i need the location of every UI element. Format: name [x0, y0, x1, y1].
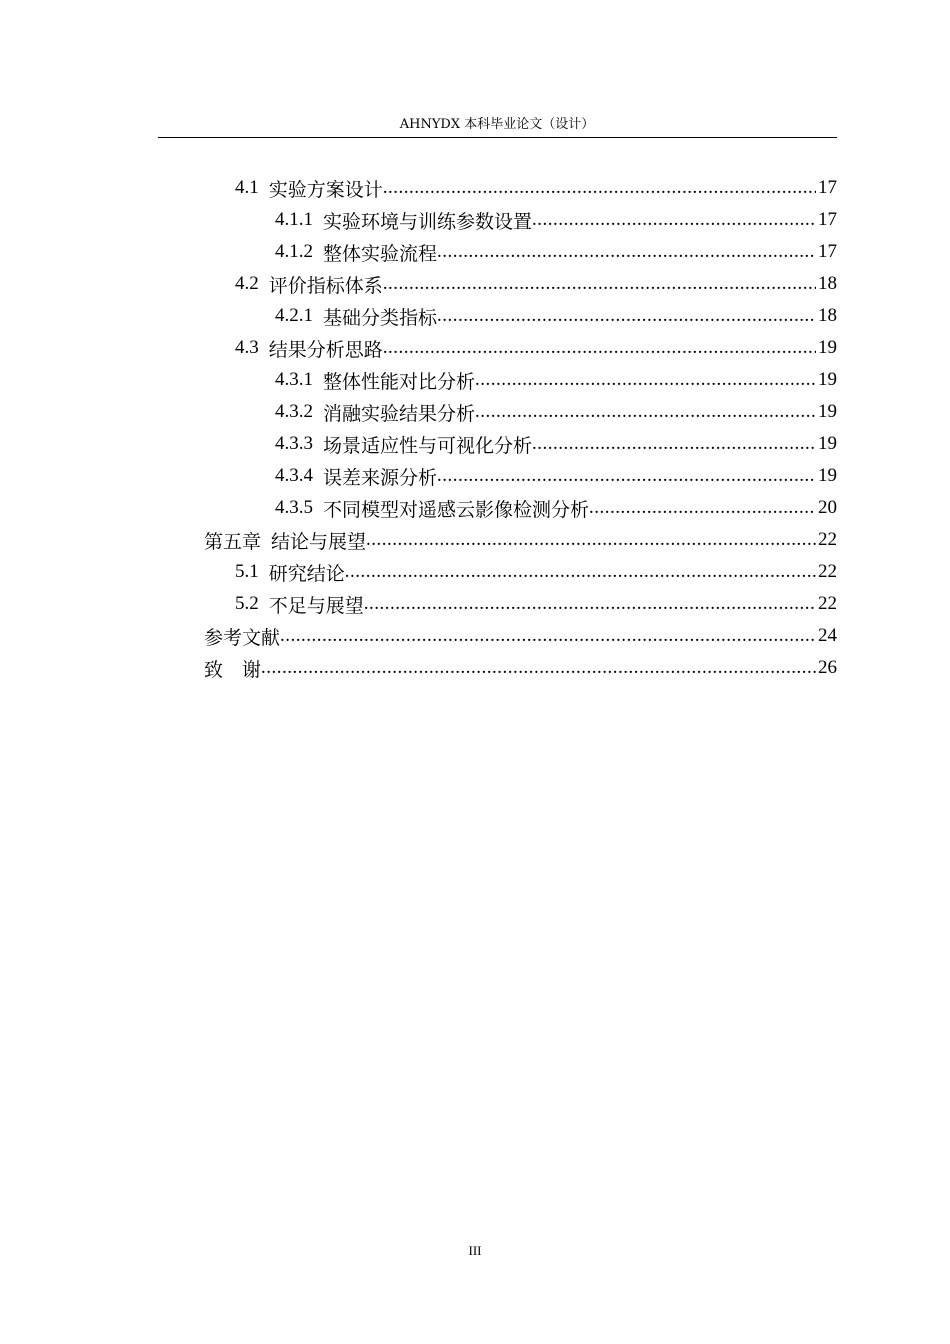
toc-dot-leader — [364, 593, 816, 615]
toc-entry-title: 结论与展望 — [271, 530, 367, 553]
toc-dot-leader — [475, 401, 816, 423]
toc-entry-page: 17 — [818, 209, 837, 230]
toc-dot-leader — [532, 209, 816, 231]
toc-entry-title: 不足与展望 — [268, 594, 364, 617]
toc-dot-leader — [532, 433, 816, 455]
toc-entry-title: 整体实验流程 — [323, 242, 438, 265]
header-rule — [158, 137, 837, 138]
toc-entry-page: 19 — [818, 433, 837, 454]
toc-entry-title: 评价指标体系 — [268, 274, 383, 297]
toc-entry[interactable] — [275, 301, 837, 331]
toc-entry-number: 4.3.2 — [275, 401, 313, 422]
toc-entry-number: 4.1 — [235, 177, 259, 198]
toc-entry-title: 误差来源分析 — [323, 466, 438, 489]
toc-dot-leader — [261, 657, 816, 679]
toc-entry-number: 第五章 — [204, 531, 262, 553]
page-number: III — [468, 1243, 482, 1258]
toc-entry-title: 场景适应性与可视化分析 — [323, 434, 533, 457]
toc-dot-leader — [437, 465, 816, 487]
toc-entry-page: 20 — [818, 497, 837, 518]
toc-entry-page: 19 — [818, 465, 837, 486]
toc-entry-page: 19 — [818, 369, 837, 390]
toc-entry-page: 19 — [818, 337, 837, 358]
toc-entry-title: 参考文献 — [204, 626, 281, 649]
toc-entry-title: 整体性能对比分析 — [323, 370, 476, 393]
toc-entry-title: 消融实验结果分析 — [323, 402, 476, 425]
toc-entry-page: 18 — [818, 273, 837, 294]
toc-entry-title: 致 谢 — [204, 658, 262, 681]
toc-entry[interactable] — [275, 237, 837, 267]
toc-entry-page: 22 — [818, 561, 837, 582]
toc-entry[interactable] — [235, 269, 837, 299]
toc-entry-page: 26 — [818, 657, 837, 678]
toc-entry[interactable] — [204, 653, 837, 683]
toc-entry[interactable] — [275, 397, 837, 427]
toc-entry-number: 4.3.3 — [275, 433, 313, 454]
toc-entry[interactable] — [275, 493, 837, 523]
toc-dot-leader — [366, 529, 816, 551]
toc-entry[interactable] — [235, 589, 837, 619]
toc-entry-number: 4.3.5 — [275, 497, 313, 518]
toc-entry-page: 22 — [818, 593, 837, 614]
toc-entry-page: 19 — [818, 401, 837, 422]
toc-dot-leader — [437, 305, 816, 327]
toc-entry-page: 17 — [818, 241, 837, 262]
toc-entry[interactable] — [235, 173, 837, 203]
toc-entry-title: 研究结论 — [268, 562, 345, 585]
toc-entry-number: 4.3.1 — [275, 369, 313, 390]
toc-dot-leader — [345, 561, 816, 583]
toc-entry[interactable] — [235, 557, 837, 587]
toc-dot-leader — [383, 273, 816, 295]
toc-entry-number: 4.1.1 — [275, 209, 313, 230]
toc-entry-number: 4.1.2 — [275, 241, 313, 262]
toc-entry-title: 实验方案设计 — [268, 178, 383, 201]
toc-dot-leader — [383, 177, 816, 199]
toc-entry[interactable] — [204, 525, 837, 555]
toc-entry[interactable] — [204, 621, 837, 651]
toc-entry-page: 24 — [818, 625, 837, 646]
toc-entry-number: 4.2.1 — [275, 305, 313, 326]
toc-entry-page: 18 — [818, 305, 837, 326]
toc-entry[interactable] — [275, 365, 837, 395]
running-header: AHNYDX 本科毕业论文（设计） — [399, 117, 595, 132]
toc-entry-page: 22 — [818, 529, 837, 550]
toc-dot-leader — [475, 369, 816, 391]
toc-entry-number: 4.3 — [235, 337, 259, 358]
toc-entry[interactable] — [235, 333, 837, 363]
toc-dot-leader — [280, 625, 816, 647]
toc-entry-title: 不同模型对遥感云影像检测分析 — [323, 498, 590, 521]
toc-dot-leader — [589, 497, 816, 519]
toc-dot-leader — [437, 241, 816, 263]
toc-entry-title: 结果分析思路 — [268, 338, 383, 361]
toc-entry-page: 17 — [818, 177, 837, 198]
toc-entry[interactable] — [275, 205, 837, 235]
toc-entry-number: 5.1 — [235, 561, 259, 582]
toc-entry[interactable] — [275, 429, 837, 459]
toc-dot-leader — [383, 337, 816, 359]
toc-entry-number: 4.2 — [235, 273, 259, 294]
toc-entry-title: 实验环境与训练参数设置 — [323, 210, 533, 233]
toc-entry-number: 4.3.4 — [275, 465, 313, 486]
toc-entry[interactable] — [275, 461, 837, 491]
toc-entry-number: 5.2 — [235, 593, 259, 614]
toc-entry-title: 基础分类指标 — [323, 306, 438, 329]
